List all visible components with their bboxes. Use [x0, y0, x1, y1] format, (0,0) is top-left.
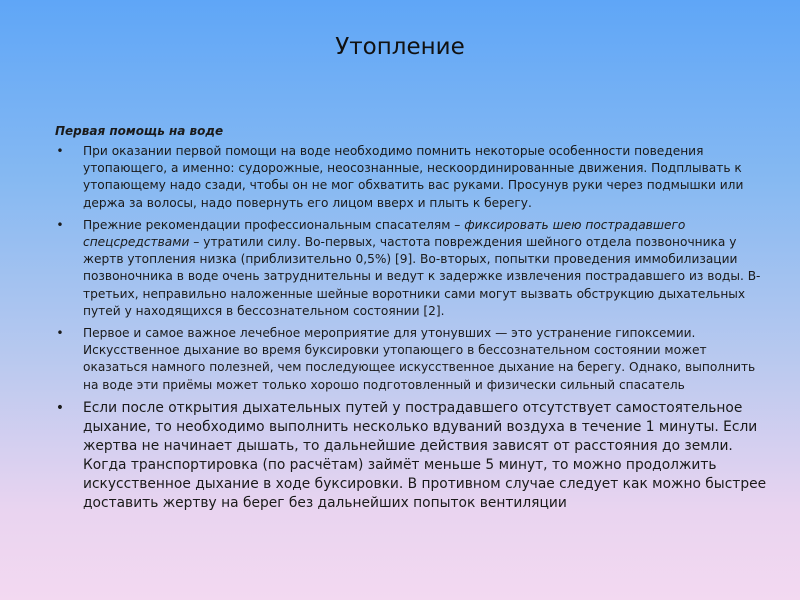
bullet-text-continued: – утратили силу. Во-первых, частота повреждения шейного отдела позвоночника у жертв утопления низка (приблизительно 0,5%) [9]. Во-вторых, попытки проведения иммобилизации позвоночника в воде очень затруднительны и ведут к задержке извлечения пострадавшего из воды. В-третьих, неправильно наложенные шейные воротники сами могут вызвать обструкцию дыхательных путей у находящихся в бессознательном состоянии [2].	[83, 235, 761, 318]
bullet-dot-icon: •	[56, 326, 64, 341]
bullet-dot-icon: •	[56, 144, 64, 158]
slide-content	[55, 123, 767, 518]
bullet-text: Если после открытия дыхательных путей у пострадавшего отсутствует самостоятельное дыхание, то необходимо выполнить несколько вдуваний воздуха в течение 1 минуты. Если жертва не начинает дышать, то дальнейшие действия зависят от расстояния до земли. Когда транспортировка (по расчётам) займёт меньше 5 минут, то можно продолжить искусственное дыхание в ходе буксировки. В противном случае следует как можно быстрее доставить жертву на берег без дальнейших попыток вентиляции	[83, 399, 767, 512]
section-heading: Первая помощь на воде	[55, 124, 224, 138]
bullet-item-hypoxemia	[55, 325, 767, 394]
bullet-text: Прежние рекомендации профессиональным спасателям –	[83, 217, 465, 232]
bullet-item-swim-approach	[55, 143, 767, 212]
bullet-text: Первое и самое важное лечебное мероприятие для утонувших — это устранение гипоксемии. Искусственное дыхание во время буксировки утопающего в бессознательном состоянии может оказаться намного полезней, чем последующее искусственное дыхание на берегу. Однако, выполнить на воде эти приёмы может только хорошо подготовленный и физически сильный спасатель	[83, 326, 756, 392]
bullet-text-emphasis: фиксировать шею пострадавшего спецсредствами	[83, 217, 686, 250]
bullet-list	[55, 143, 767, 513]
slide-title: Утопление	[335, 34, 465, 60]
bullet-item-ventilation	[55, 399, 767, 514]
bullet-text: При оказании первой помощи на воде необходимо помнить некоторые особенности поведения утопающего, а именно: судорожные, неосознанные, нескоординированные движения. Подплывать к утопающему надо сзади, чтобы он не мог обхватить вас руками. Просунув руки через подмышки или держа за волосы, надо повернуть его лицом вверх и плыть к берегу.	[83, 144, 744, 210]
bullet-dot-icon: •	[55, 399, 65, 416]
bullet-dot-icon: •	[56, 217, 64, 232]
bullet-item-neck-fixation	[55, 217, 767, 320]
